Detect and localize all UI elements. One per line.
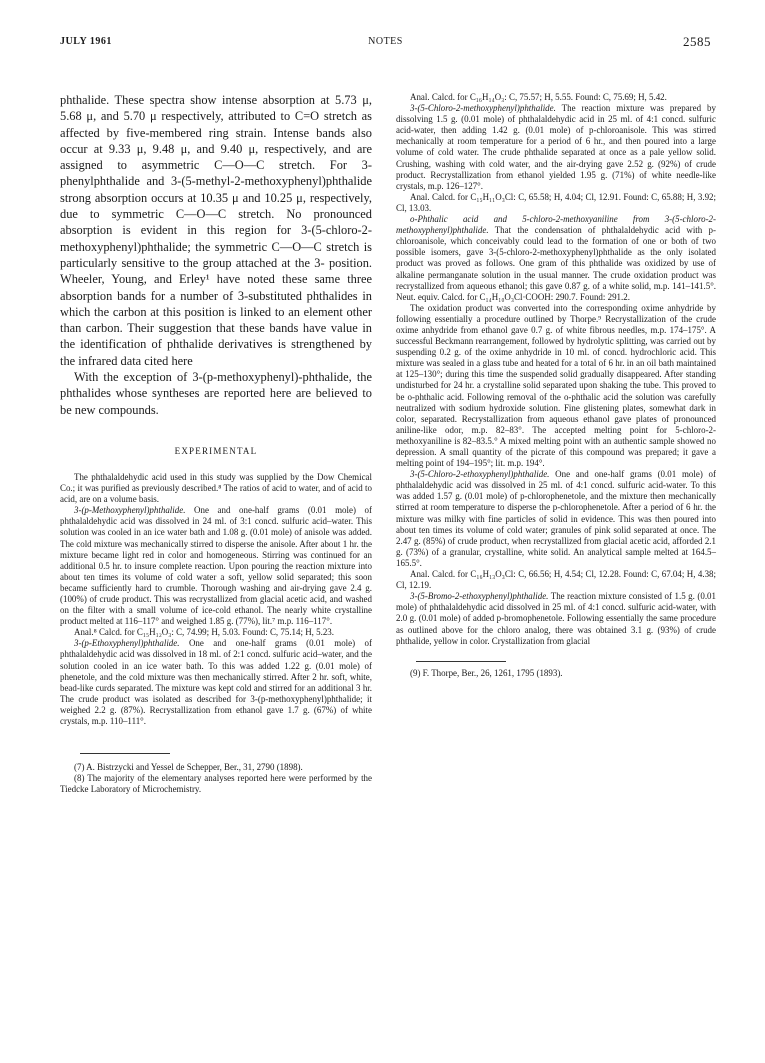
footnote-divider-right — [416, 661, 506, 662]
ethoxy-text: One and one-half grams (0.01 mole) of phthalaldehydic acid was dissolved in 18 ml. of 2:1 concd. sulfuric acid–water, and the solution cooled in an ice water bath. To this was added 1.22 g. (0.01 mole) of phenetole, and the cold mixture was then mechanically stirred. After 2 hr. soft, white, bead-like curds separated. The mixture was kept cold and stirred for an additional 3 hr. The crude product was isolated as described for 3-(p-methoxyphenyl)phthalide; it weighed 2.2 g. (87%). Recrystallization from ethanol gave 1.7 g. (67%) of white crystals, m.p. 110–111°. — [60, 638, 372, 726]
bromo-procedure — [396, 591, 716, 646]
footnote-divider — [80, 753, 170, 754]
chloro-ethoxy-analysis: Anal. Calcd. for C₁₆H₁₃O₃Cl: C, 66.56; H, 4.54; Cl, 12.28. Found: C, 67.04; H, 4.38; Cl, 12.19. — [396, 569, 716, 591]
running-header — [60, 34, 711, 50]
header-section: NOTES — [368, 36, 403, 47]
oxidation-procedure — [396, 214, 716, 303]
oxidation-title: o-Phthalic acid and 5-chloro-2-methoxyaniline from 3-(5-chloro-2-methoxyphenyl)phthalide. — [396, 214, 716, 236]
chloro-ethoxy-title: 3-(5-Chloro-2-ethoxyphenyl)phthalide. — [410, 469, 550, 480]
chloro-methoxy-analysis: Anal. Calcd. for C₁₅H₁₁O₃Cl: C, 65.58; H, 4.04; Cl, 12.91. Found: C, 65.88; H, 3.92; Cl, 13.03. — [396, 191, 716, 213]
ethoxy-analysis: Anal. Calcd. for C₁₆H₁₄O₃: C, 75.57; H, 5.55. Found: C, 75.69; H, 5.42. — [410, 92, 667, 102]
chloro-methoxy-text: The reaction mixture was prepared by dissolving 1.5 g. (0.01 mole) of phthalaldehydic acid in 25 ml. of 4:1 concd. sulfuric acid-water, then adding 1.42 g. (0.01 mole) of p-chloroanisole. This was stirred mechanically at room temperature for a period of 6 hr., and then poured into a large volume of cold water. The crude phthalide separated at once as a pale yellow solid. Crushing, washing with cold water, and the air-drying gave 2.52 g. (92%) of crude product. Recrystallization from ethanol yielded 1.95 g. (71%) of white needle-like crystals, m.p. 126–127°. — [396, 103, 716, 191]
footnote-8: (8) The majority of the elementary analyses reported here were performed by the Tiedcke Laboratory of Microchemistry. — [60, 773, 372, 795]
ethoxy-title: 3-(p-Ethoxyphenyl)phthalide. — [74, 638, 180, 649]
page-number: 2585 — [683, 34, 711, 49]
left-column — [60, 92, 372, 795]
bromo-title: 3-(5-Bromo-2-ethoxyphenyl)phthalide. — [410, 591, 549, 602]
header-date: JULY 1961 — [60, 36, 112, 47]
intro-paragraph: phthalide. These spectra show intense absorption at 5.73 μ, 5.68 μ, and 5.70 μ respectively, attributed to C=O stretch as affected by five-membered ring strain. Intense bands also occur at 9.33 μ, 9.48 μ, and 9.40 μ, respectively, and are assigned to asymmetric C—O—C stretch. For 3-phenylphthalide and 3-(5-methyl-2-methoxyphenyl)phthalide strong absorption occurs at 10.35 μ and 10.25 μ, respectively, due to symmetric C—O—C stretch. No pronounced absorption is evident in this region for 3-(5-chloro-2-methoxyphenyl)phthalide; the symmetric C—O—C stretch is particularly sensitive to the group attached at the 3- position. Wheeler, Young, and Erley¹ have noted these same three absorption bands for a number of 3-substituted phthalides in which the carbon at this position is linked to an element other than carbon. Their suggestion that these bands have value in the identification of phthalide derivatives is strengthened by the infrared data cited here — [60, 93, 372, 368]
bromo-text: The reaction mixture consisted of 1.5 g. (0.01 mole) of phthalaldehydic acid dissolved in 25 ml. of 4:1 concd. sulfuric acid-water, with 2.0 g. (0.01 mole) of added p-bromophenetole. Following essentially the same procedure as outlined above for the chloro analog, there was obtained 3.1 g. (93%) of crude phthalide, yellow in color. Crystallization from glacial — [396, 591, 716, 646]
methoxy-analysis: Anal.⁸ Calcd. for C₁₅H₁₂O₃: C, 74.99; H, 5.03. Found: C, 75.14; H, 5.23. — [74, 627, 335, 638]
experimental-intro: The phthalaldehydic acid used in this study was supplied by the Dow Chemical Co.; it was purified as previously described.⁸ The ratios of acid to water, and of acid to acid, are on a volume basis. — [60, 471, 372, 505]
section-heading-experimental: EXPERIMENTAL — [174, 445, 258, 456]
methoxy-procedure — [60, 505, 372, 627]
footnote-7: (7) A. Bistrzycki and Yessel de Schepper, Ber., 31, 2790 (1898). — [74, 762, 303, 773]
oxime-paragraph: The oxidation product was converted into the corresponding oxime anhydride by following essentially a procedure outlined by Thorpe.⁹ Recrystallization of the crude oxime anhydride from ethanol gave 0.7 g. of white fibrous needles, m.p. 174–175°. A successful Beckmann rearrangement, followed by hydrolytic splitting, was carried out by suspending 0.2 g. of the oxime anhydride in 10 ml. of concd. hydrochloric acid. This mixture was sealed in a glass tube and heated for a total of 6 hr. in an oil bath maintained at 125–130°; during this time the suspended solid gradually disappeared. After standing undisturbed for 24 hr. a crystalline solid separated upon shaking the tube. This proved to be o-phthalic acid. Following removal of the o-phthalic acid the solution was carefully neutralized with sodium hydroxide solution. Fine glistening plates, somewhat dark in color, separated. Recrystallization from aqueous ethanol gave plates of pronounced aniline-like odor, m.p. 82–83°. The accepted melting point for 5-chloro-2-methoxyaniline is 82–83.5.° A mixed melting point with an authentic sample showed no depression. A small quantity of the picrate of this compound was prepared; it gave a melting point of 194–195°; lit. m.p. 194°. — [396, 302, 716, 469]
chloro-methoxy-title: 3-(5-Chloro-2-methoxyphenyl)phthalide. — [410, 103, 556, 114]
ethoxy-procedure — [60, 638, 372, 727]
right-column — [396, 92, 716, 679]
chloro-ethoxy-text: One and one-half grams (0.01 mole) of phthalaldehydic acid was dissolved in 25 ml. of 4:1 concd. sulfuric acid-water. To this was added 1.57 g. (0.01 mole) of p-chlorophenetole, and the mixture then mechanically stirred at room temperature to disperse the p-chlorophenetole. After a period of 6 hr. the mixture was milky with fine particles of solid in evidence. This was then poured into about ten times its volume of cold water; granules of pink solid separated at once. The 2.47 g. (85%) of crude product, when recrystallized from glacial acetic acid, afforded 2.1 g. (73%) of a granular, crystalline, white solid. An analytical sample melted at 164.5–165.5°. — [396, 469, 716, 568]
exception-paragraph: With the exception of 3-(p-methoxyphenyl)-phthalide, the phthalides whose syntheses are reported here are believed to be new compounds. — [60, 370, 372, 417]
oxidation-text: That the condensation of phthalaldehydic acid with p-chloroanisole, which conceivably could lead to the formation of one or both of two possible isomers, gave 3-(5-chloro-2-methoxyphenyl)phthalide as the only isolated product was proved as follows. One gram of this phthalide was oxidized by use of alkaline permanganate solution in the usual manner. The crude oxidation product was recrystallized from aqueous ethanol; this gave 0.87 g. of a white solid, m.p. 141–141.5°. Neut. equiv. Calcd. for C₁₄H₁₀O₃Cl·COOH: 290.7. Found: 291.2. — [396, 225, 716, 302]
chloro-methoxy-procedure — [396, 103, 716, 192]
methoxy-text: One and one-half grams (0.01 mole) of phthalaldehydic acid was dissolved in 24 ml. of 3:1 concd. sulfuric acid–water. This solution was cooled in an ice water bath and 1.08 g. (0.01 mole) of anisole was added. The cold mixture was mechanically stirred to disperse the anisole. After about 1 hr. the mixture became light red in color and homogeneous. Stirring was continued for an additional 0.5 hr. to insure complete reaction. Upon pouring the reaction mixture into about ten times its volume of cold water a soft, yellow solid separated; this soon became sufficiently hard to crumble. Thorough washing and air-drying gave 2.4 g. (100%) of crude product. This was recrystallized from glacial acetic acid, and washed on the filter with a small volume of ice-cold ethanol. The nearly white crystalline product melted at 116–117° and weighed 1.85 g. (77%), lit.⁷ m.p. 116–117°. — [60, 505, 372, 627]
footnote-9: (9) F. Thorpe, Ber., 26, 1261, 1795 (1893). — [410, 667, 563, 678]
methoxy-title: 3-(p-Methoxyphenyl)phthalide. — [74, 505, 186, 516]
chloro-ethoxy-procedure — [396, 469, 716, 569]
